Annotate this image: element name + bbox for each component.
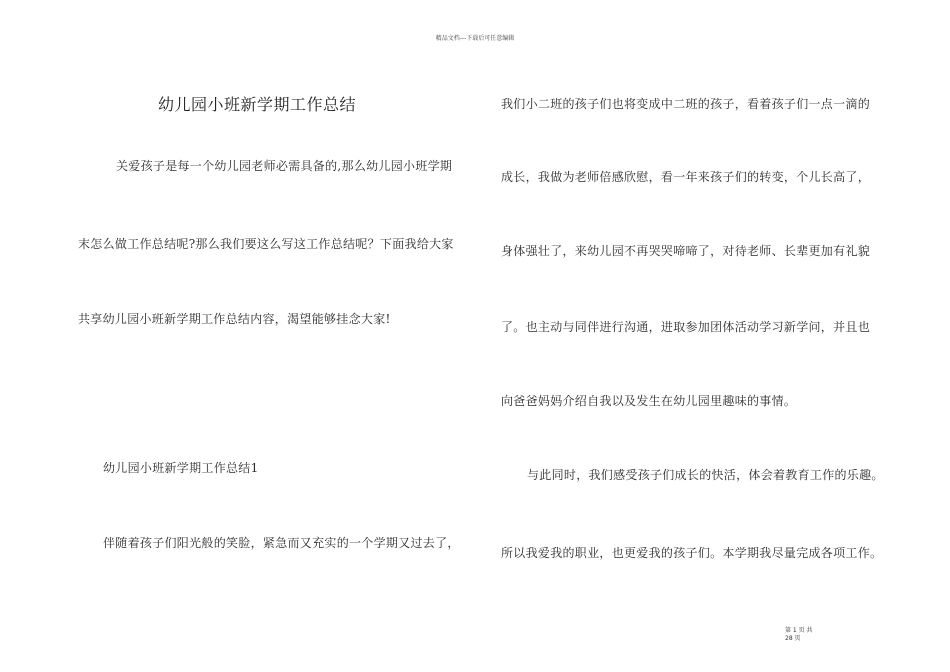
document-title: 幼儿园小班新学期工作总结 bbox=[158, 95, 357, 114]
right-line-2: 成长，我做为老师倍感欣慰，看一年来孩子们的转变，个儿长高了， bbox=[501, 170, 871, 184]
intro-line-2: 末怎么做工作总结呢?那么我们要这么写这工作总结呢？下面我给大家 bbox=[78, 237, 454, 251]
page-header: 精品文档---下载后可任意编辑 bbox=[435, 35, 515, 42]
right-line-4: 了。也主动与同伴进行沟通，进取参加团体活动学习新学问，并且也 bbox=[501, 320, 871, 334]
intro-line-3: 共享幼儿园小班新学期工作总结内容，渴望能够挂念大家! bbox=[78, 312, 391, 326]
right-line-5: 向爸爸妈妈介绍自我以及发生在幼儿园里趣味的事情。 bbox=[501, 394, 797, 408]
right-line-7: 所以我爱我的职业，也更爱我的孩子们。本学期我尽量完成各项工作。 bbox=[501, 546, 883, 560]
page-number: 第 1 页 共 28 页 bbox=[785, 627, 813, 642]
section-heading: 幼儿园小班新学期工作总结1 bbox=[103, 461, 259, 475]
right-line-1: 我们小二班的孩子们也将变成中二班的孩子，看着孩子们一点一滴的 bbox=[501, 97, 871, 111]
right-line-3: 身体强壮了，来幼儿园不再哭哭啼啼了，对待老师、长辈更加有礼貌 bbox=[501, 244, 871, 258]
right-line-6: 与此同时，我们感受孩子们成长的快活，体会着教育工作的乐趣。 bbox=[527, 468, 884, 482]
section-paragraph-line: 伴随着孩子们阳光般的笑脸，紧急而又充实的一个学期又过去了， bbox=[103, 536, 460, 550]
intro-line-1: 关爱孩子是每一个幼儿园老师必需具备的,那么幼儿园小班学期 bbox=[116, 159, 453, 173]
